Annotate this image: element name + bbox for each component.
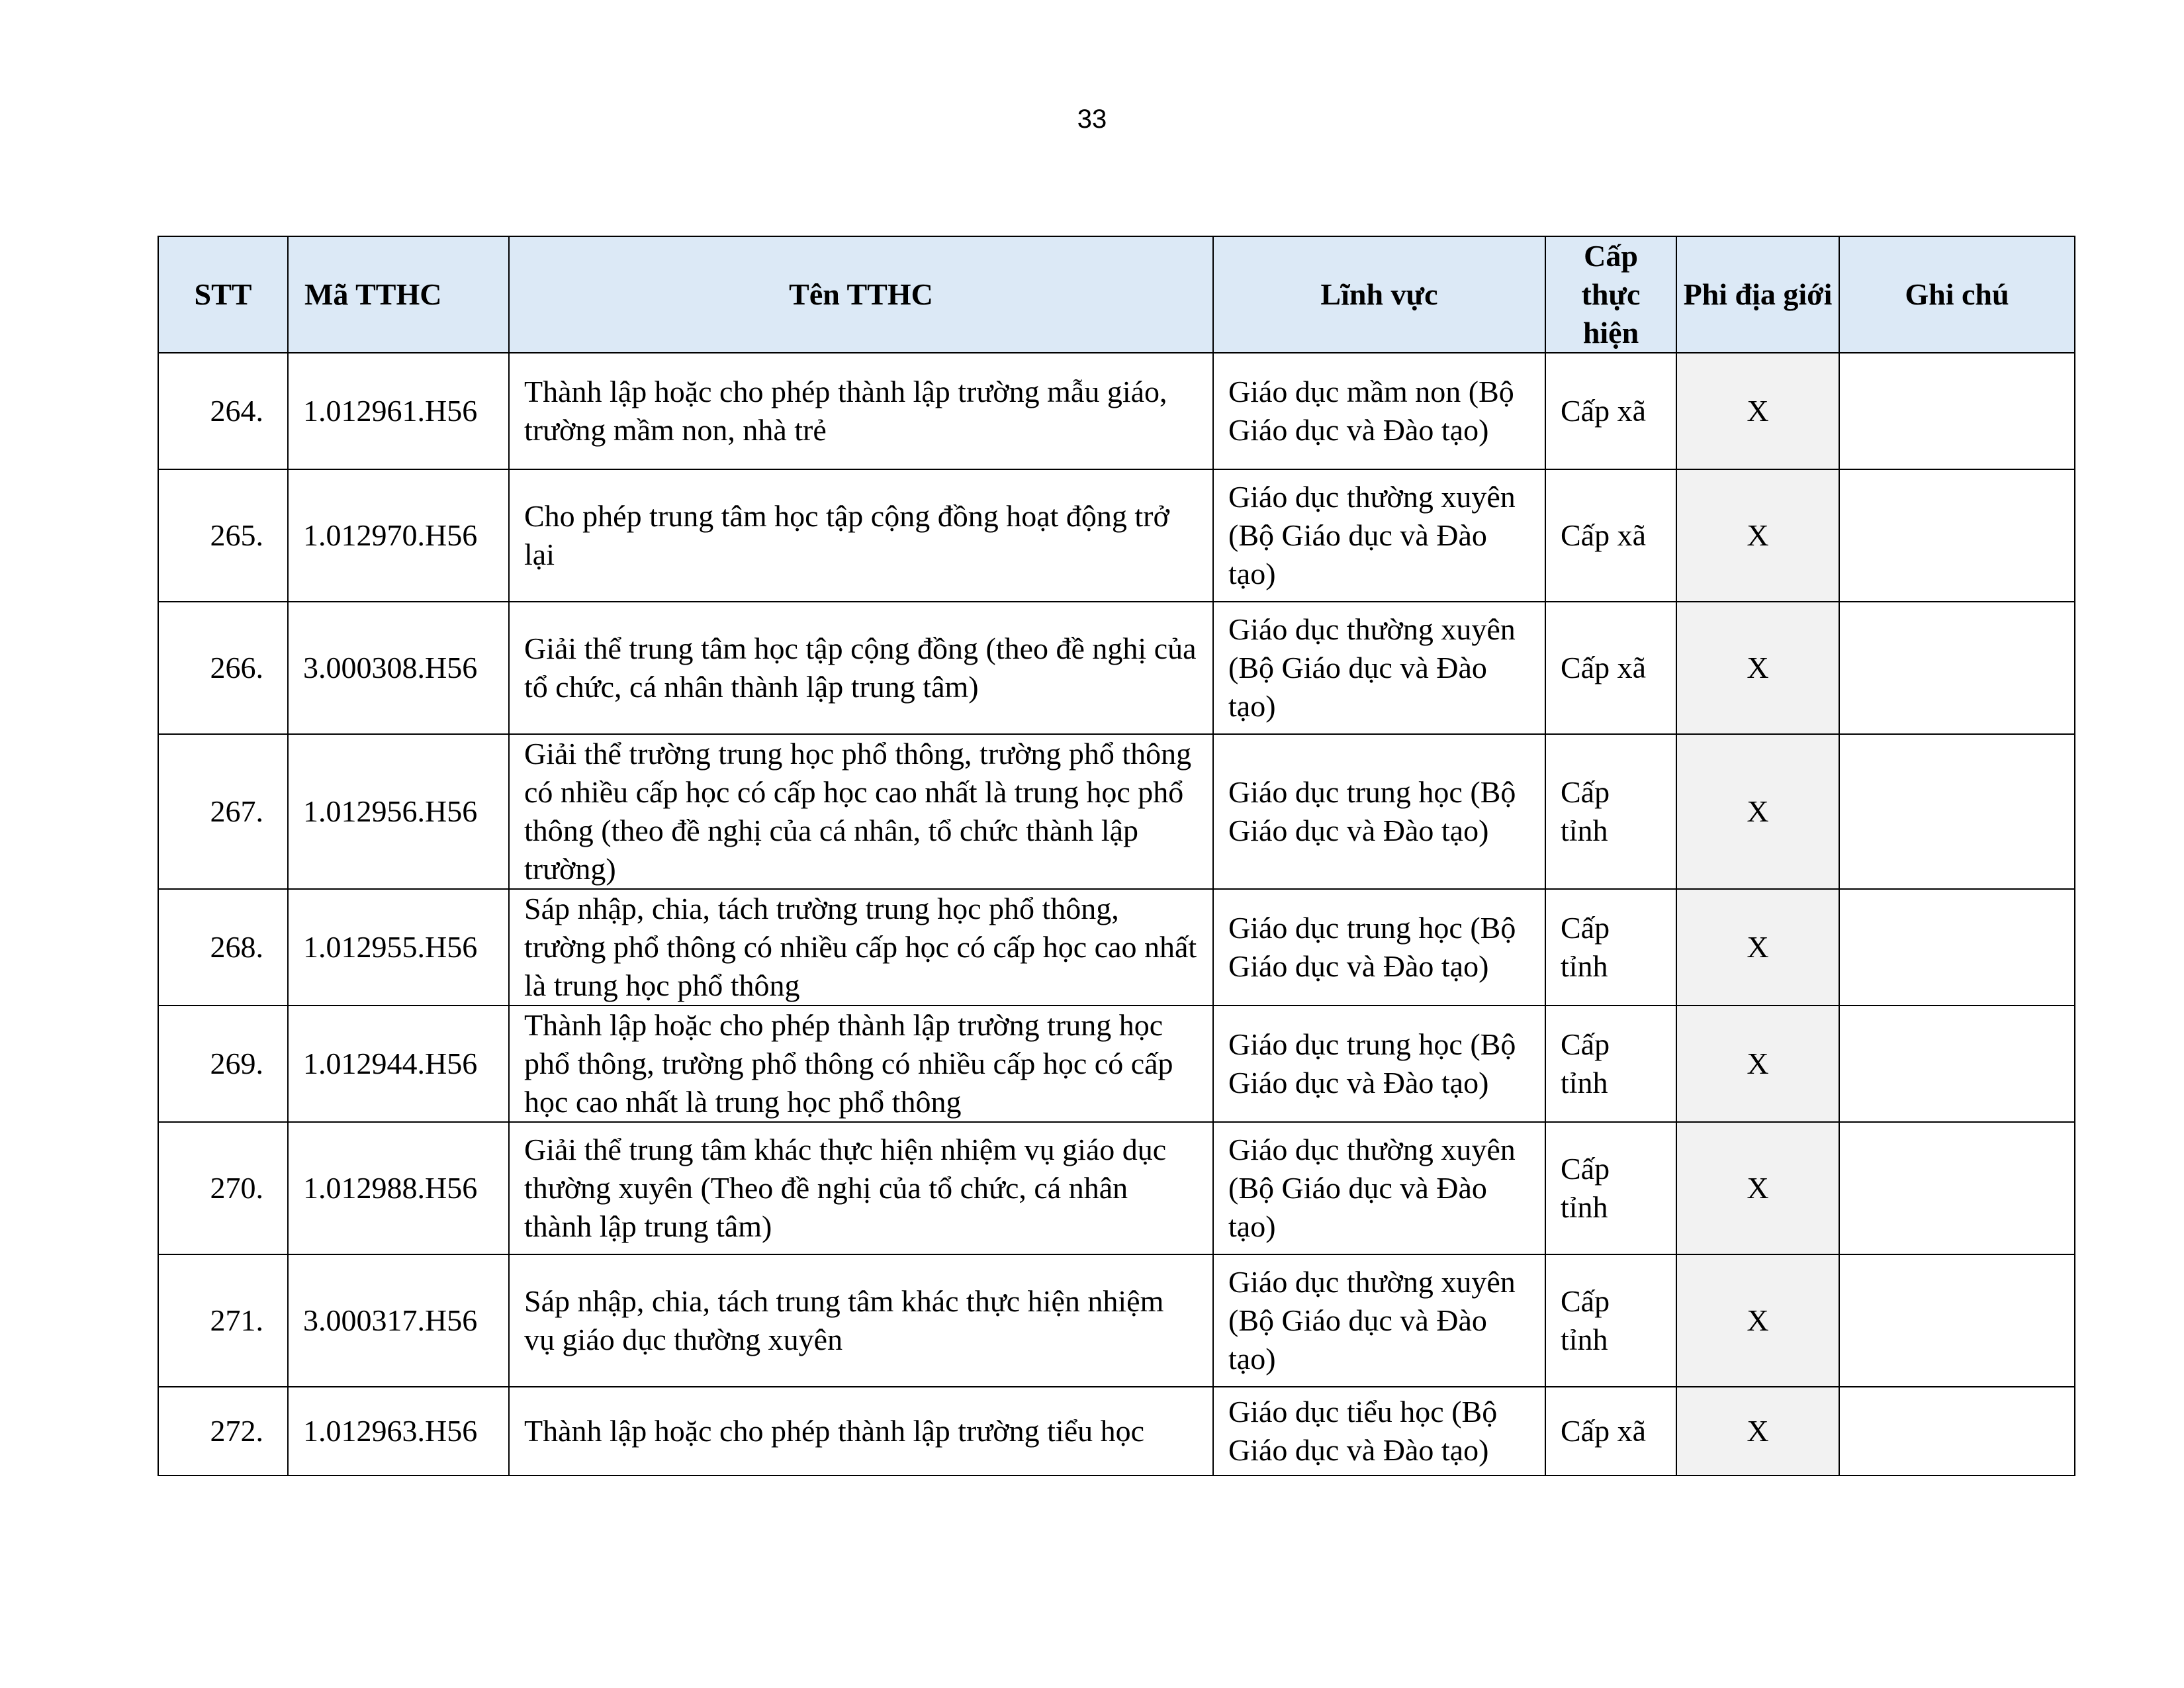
cell-ghi-chu [1839,734,2075,889]
table-row [158,469,2075,602]
cell-stt: 270. [158,1122,288,1254]
cell-ten-tthc: Giải thể trung tâm học tập cộng đồng (theo đề nghị của tổ chức, cá nhân thành lập trung tâm) [509,602,1213,734]
header-ghi-chu: Ghi chú [1839,236,2075,353]
cell-ma-tthc: 1.012944.H56 [288,1006,509,1122]
cell-ten-tthc: Thành lập hoặc cho phép thành lập trường tiểu học [509,1387,1213,1476]
cell-phi-dia-gioi: X [1676,889,1839,1006]
cell-ghi-chu [1839,1387,2075,1476]
cell-cap-thuc-hien: Cấp xã [1545,1387,1676,1476]
cell-linh-vuc: Giáo dục trung học (Bộ Giáo dục và Đào tạo) [1213,889,1545,1006]
cell-ma-tthc: 3.000317.H56 [288,1254,509,1387]
cell-ghi-chu [1839,1122,2075,1254]
table-row [158,353,2075,469]
cell-ghi-chu [1839,469,2075,602]
cell-ghi-chu [1839,353,2075,469]
table-row [158,1387,2075,1476]
cell-ghi-chu [1839,1006,2075,1122]
cell-phi-dia-gioi: X [1676,734,1839,889]
cell-phi-dia-gioi: X [1676,602,1839,734]
cell-linh-vuc: Giáo dục thường xuyên (Bộ Giáo dục và Đào tạo) [1213,602,1545,734]
cell-stt: 267. [158,734,288,889]
table-row [158,889,2075,1006]
cell-linh-vuc: Giáo dục thường xuyên (Bộ Giáo dục và Đào tạo) [1213,469,1545,602]
cell-phi-dia-gioi: X [1676,1254,1839,1387]
cell-cap-thuc-hien: Cấp tỉnh [1545,734,1676,889]
cell-stt: 265. [158,469,288,602]
cell-ma-tthc: 3.000308.H56 [288,602,509,734]
cell-stt: 266. [158,602,288,734]
cell-phi-dia-gioi: X [1676,1006,1839,1122]
cell-ten-tthc: Thành lập hoặc cho phép thành lập trường mẫu giáo, trường mầm non, nhà trẻ [509,353,1213,469]
cell-ma-tthc: 1.012988.H56 [288,1122,509,1254]
cell-phi-dia-gioi: X [1676,353,1839,469]
cell-cap-thuc-hien: Cấp tỉnh [1545,1006,1676,1122]
cell-stt: 271. [158,1254,288,1387]
cell-linh-vuc: Giáo dục thường xuyên (Bộ Giáo dục và Đào tạo) [1213,1122,1545,1254]
table-header-row [158,236,2075,353]
cell-ghi-chu [1839,1254,2075,1387]
cell-ma-tthc: 1.012955.H56 [288,889,509,1006]
header-linh-vuc: Lĩnh vực [1213,236,1545,353]
page-number: 33 [1077,105,1107,134]
cell-linh-vuc: Giáo dục tiểu học (Bộ Giáo dục và Đào tạo) [1213,1387,1545,1476]
cell-linh-vuc: Giáo dục mầm non (Bộ Giáo dục và Đào tạo) [1213,353,1545,469]
header-ma-tthc: Mã TTHC [288,236,509,353]
table-row [158,1006,2075,1122]
cell-stt: 272. [158,1387,288,1476]
cell-phi-dia-gioi: X [1676,469,1839,602]
table-row [158,1254,2075,1387]
cell-cap-thuc-hien: Cấp tỉnh [1545,1122,1676,1254]
cell-ten-tthc: Sáp nhập, chia, tách trung tâm khác thực hiện nhiệm vụ giáo dục thường xuyên [509,1254,1213,1387]
table-row [158,1122,2075,1254]
table-row [158,602,2075,734]
cell-linh-vuc: Giáo dục thường xuyên (Bộ Giáo dục và Đào tạo) [1213,1254,1545,1387]
cell-ma-tthc: 1.012970.H56 [288,469,509,602]
cell-stt: 264. [158,353,288,469]
cell-ten-tthc: Sáp nhập, chia, tách trường trung học phổ thông, trường phổ thông có nhiều cấp học có cấp học cao nhất là trung học phổ thông [509,889,1213,1006]
tthc-table [158,236,2075,1476]
cell-ma-tthc: 1.012963.H56 [288,1387,509,1476]
cell-linh-vuc: Giáo dục trung học (Bộ Giáo dục và Đào tạo) [1213,734,1545,889]
cell-ten-tthc: Giải thể trung tâm khác thực hiện nhiệm vụ giáo dục thường xuyên (Theo đề nghị của tổ chức, cá nhân thành lập trung tâm) [509,1122,1213,1254]
header-ten-tthc: Tên TTHC [509,236,1213,353]
header-stt: STT [158,236,288,353]
cell-phi-dia-gioi: X [1676,1387,1839,1476]
cell-ten-tthc: Giải thể trường trung học phổ thông, trường phổ thông có nhiều cấp học có cấp học cao nhất là trung học phổ thông (theo đề nghị của cá nhân, tổ chức thành lập trường) [509,734,1213,889]
cell-cap-thuc-hien: Cấp tỉnh [1545,889,1676,1006]
cell-ma-tthc: 1.012961.H56 [288,353,509,469]
cell-cap-thuc-hien: Cấp xã [1545,602,1676,734]
cell-cap-thuc-hien: Cấp tỉnh [1545,1254,1676,1387]
cell-linh-vuc: Giáo dục trung học (Bộ Giáo dục và Đào tạo) [1213,1006,1545,1122]
cell-cap-thuc-hien: Cấp xã [1545,469,1676,602]
cell-ma-tthc: 1.012956.H56 [288,734,509,889]
cell-cap-thuc-hien: Cấp xã [1545,353,1676,469]
cell-ten-tthc: Thành lập hoặc cho phép thành lập trường trung học phổ thông, trường phổ thông có nhiều cấp học có cấp học cao nhất là trung học phổ thông [509,1006,1213,1122]
header-phi-dia-gioi: Phi địa giới [1676,236,1839,353]
cell-ten-tthc: Cho phép trung tâm học tập cộng đồng hoạt động trở lại [509,469,1213,602]
cell-phi-dia-gioi: X [1676,1122,1839,1254]
cell-stt: 269. [158,1006,288,1122]
cell-ghi-chu [1839,602,2075,734]
header-cap-thuc-hien: Cấp thực hiện [1545,236,1676,353]
table-row [158,734,2075,889]
cell-stt: 268. [158,889,288,1006]
cell-ghi-chu [1839,889,2075,1006]
